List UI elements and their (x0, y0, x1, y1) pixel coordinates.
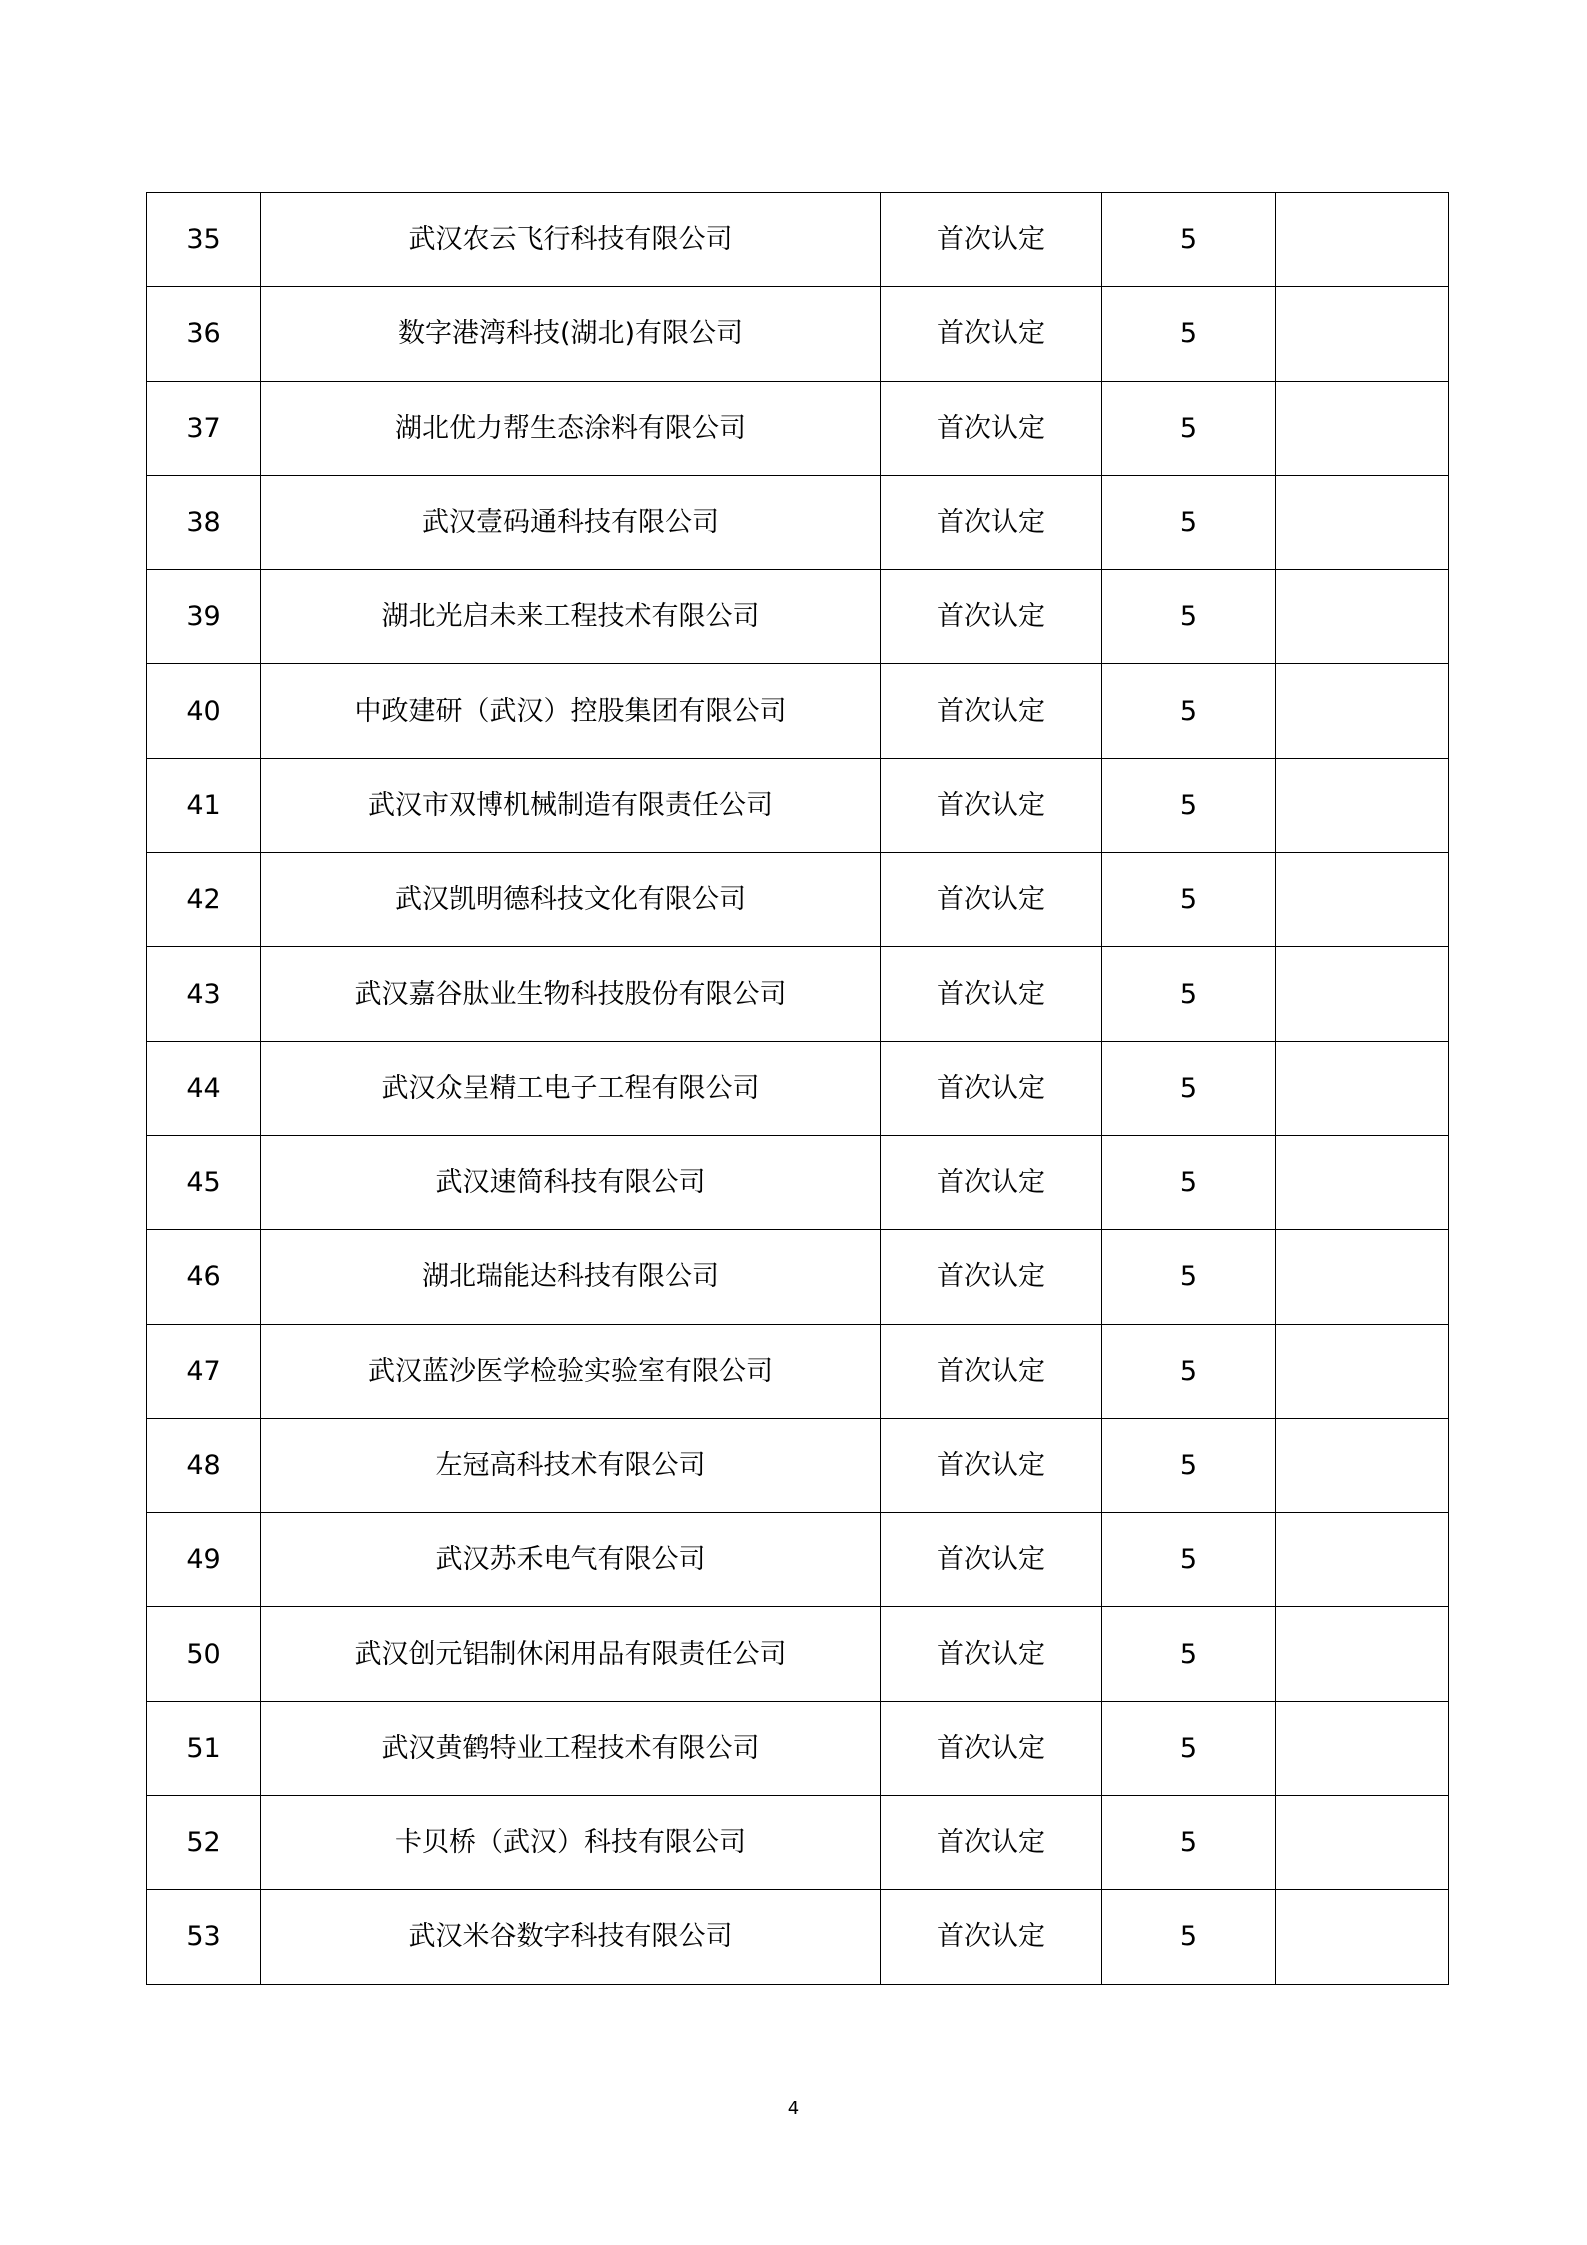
score-cell: 5 (1102, 853, 1276, 947)
certification-type-cell: 首次认定 (881, 1701, 1102, 1795)
remark-cell (1276, 570, 1449, 664)
row-number-cell: 38 (147, 475, 261, 569)
row-number-cell: 46 (147, 1230, 261, 1324)
row-number-cell: 43 (147, 947, 261, 1041)
remark-cell (1276, 1418, 1449, 1512)
row-number-cell: 51 (147, 1701, 261, 1795)
score-cell: 5 (1102, 475, 1276, 569)
table-row (147, 570, 1449, 664)
certification-type-cell: 首次认定 (881, 853, 1102, 947)
remark-cell (1276, 1135, 1449, 1229)
company-name-cell: 中政建研（武汉）控股集团有限公司 (261, 664, 881, 758)
table-row (147, 758, 1449, 852)
score-cell: 5 (1102, 287, 1276, 381)
page-number: 4 (787, 2098, 800, 2119)
score-cell: 5 (1102, 1418, 1276, 1512)
company-name-cell: 武汉速简科技有限公司 (261, 1135, 881, 1229)
score-cell: 5 (1102, 1890, 1276, 1984)
company-name-cell: 左冠高科技术有限公司 (261, 1418, 881, 1512)
table-row (147, 1324, 1449, 1418)
row-number-cell: 44 (147, 1041, 261, 1135)
table-row (147, 853, 1449, 947)
company-name-cell: 武汉创元铝制休闲用品有限责任公司 (261, 1607, 881, 1701)
certification-type-cell: 首次认定 (881, 1796, 1102, 1890)
remark-cell (1276, 1890, 1449, 1984)
company-name-cell: 湖北光启未来工程技术有限公司 (261, 570, 881, 664)
row-number-cell: 49 (147, 1513, 261, 1607)
table-row (147, 475, 1449, 569)
table-row (147, 1230, 1449, 1324)
row-number-cell: 50 (147, 1607, 261, 1701)
remark-cell (1276, 193, 1449, 287)
company-name-cell: 数字港湾科技(湖北)有限公司 (261, 287, 881, 381)
table-row (147, 1041, 1449, 1135)
certification-type-cell: 首次认定 (881, 1607, 1102, 1701)
company-name-cell: 武汉壹码通科技有限公司 (261, 475, 881, 569)
score-cell: 5 (1102, 1513, 1276, 1607)
company-name-cell: 武汉农云飞行科技有限公司 (261, 193, 881, 287)
table-row (147, 193, 1449, 287)
table-row (147, 1418, 1449, 1512)
remark-cell (1276, 1513, 1449, 1607)
score-cell: 5 (1102, 193, 1276, 287)
certification-type-cell: 首次认定 (881, 1513, 1102, 1607)
certification-type-cell: 首次认定 (881, 758, 1102, 852)
remark-cell (1276, 1324, 1449, 1418)
row-number-cell: 42 (147, 853, 261, 947)
remark-cell (1276, 1701, 1449, 1795)
company-name-cell: 湖北瑞能达科技有限公司 (261, 1230, 881, 1324)
row-number-cell: 35 (147, 193, 261, 287)
table-row (147, 664, 1449, 758)
score-cell: 5 (1102, 947, 1276, 1041)
remark-cell (1276, 1230, 1449, 1324)
certification-type-cell: 首次认定 (881, 1418, 1102, 1512)
remark-cell (1276, 381, 1449, 475)
table-row (147, 1701, 1449, 1795)
score-cell: 5 (1102, 1701, 1276, 1795)
score-cell: 5 (1102, 570, 1276, 664)
row-number-cell: 39 (147, 570, 261, 664)
remark-cell (1276, 475, 1449, 569)
score-cell: 5 (1102, 1607, 1276, 1701)
company-name-cell: 武汉蓝沙医学检验实验室有限公司 (261, 1324, 881, 1418)
certification-type-cell: 首次认定 (881, 193, 1102, 287)
row-number-cell: 45 (147, 1135, 261, 1229)
remark-cell (1276, 287, 1449, 381)
remark-cell (1276, 853, 1449, 947)
score-cell: 5 (1102, 381, 1276, 475)
row-number-cell: 48 (147, 1418, 261, 1512)
certification-type-cell: 首次认定 (881, 287, 1102, 381)
score-cell: 5 (1102, 1230, 1276, 1324)
remark-cell (1276, 664, 1449, 758)
company-name-cell: 武汉米谷数字科技有限公司 (261, 1890, 881, 1984)
table-row (147, 1607, 1449, 1701)
certification-type-cell: 首次认定 (881, 475, 1102, 569)
row-number-cell: 53 (147, 1890, 261, 1984)
company-name-cell: 武汉众呈精工电子工程有限公司 (261, 1041, 881, 1135)
company-name-cell: 湖北优力帮生态涂料有限公司 (261, 381, 881, 475)
company-name-cell: 武汉苏禾电气有限公司 (261, 1513, 881, 1607)
table-row (147, 1513, 1449, 1607)
row-number-cell: 36 (147, 287, 261, 381)
certification-type-cell: 首次认定 (881, 947, 1102, 1041)
certification-type-cell: 首次认定 (881, 570, 1102, 664)
certification-type-cell: 首次认定 (881, 381, 1102, 475)
table-row (147, 1135, 1449, 1229)
remark-cell (1276, 1607, 1449, 1701)
certification-type-cell: 首次认定 (881, 1041, 1102, 1135)
company-name-cell: 武汉凯明德科技文化有限公司 (261, 853, 881, 947)
certification-type-cell: 首次认定 (881, 1324, 1102, 1418)
certification-type-cell: 首次认定 (881, 1135, 1102, 1229)
company-name-cell: 卡贝桥（武汉）科技有限公司 (261, 1796, 881, 1890)
company-name-cell: 武汉市双博机械制造有限责任公司 (261, 758, 881, 852)
certification-type-cell: 首次认定 (881, 664, 1102, 758)
table-row (147, 287, 1449, 381)
score-cell: 5 (1102, 664, 1276, 758)
remark-cell (1276, 1796, 1449, 1890)
certification-type-cell: 首次认定 (881, 1890, 1102, 1984)
score-cell: 5 (1102, 758, 1276, 852)
remark-cell (1276, 758, 1449, 852)
remark-cell (1276, 947, 1449, 1041)
row-number-cell: 37 (147, 381, 261, 475)
score-cell: 5 (1102, 1796, 1276, 1890)
table-body (147, 193, 1449, 1985)
row-number-cell: 40 (147, 664, 261, 758)
company-name-cell: 武汉嘉谷肽业生物科技股份有限公司 (261, 947, 881, 1041)
remark-cell (1276, 1041, 1449, 1135)
row-number-cell: 52 (147, 1796, 261, 1890)
row-number-cell: 47 (147, 1324, 261, 1418)
row-number-cell: 41 (147, 758, 261, 852)
table-row (147, 1796, 1449, 1890)
table-row (147, 947, 1449, 1041)
score-cell: 5 (1102, 1135, 1276, 1229)
score-cell: 5 (1102, 1324, 1276, 1418)
score-cell: 5 (1102, 1041, 1276, 1135)
certification-type-cell: 首次认定 (881, 1230, 1102, 1324)
table-row (147, 381, 1449, 475)
company-table (146, 192, 1449, 1985)
company-name-cell: 武汉黄鹤特业工程技术有限公司 (261, 1701, 881, 1795)
table-row (147, 1890, 1449, 1984)
